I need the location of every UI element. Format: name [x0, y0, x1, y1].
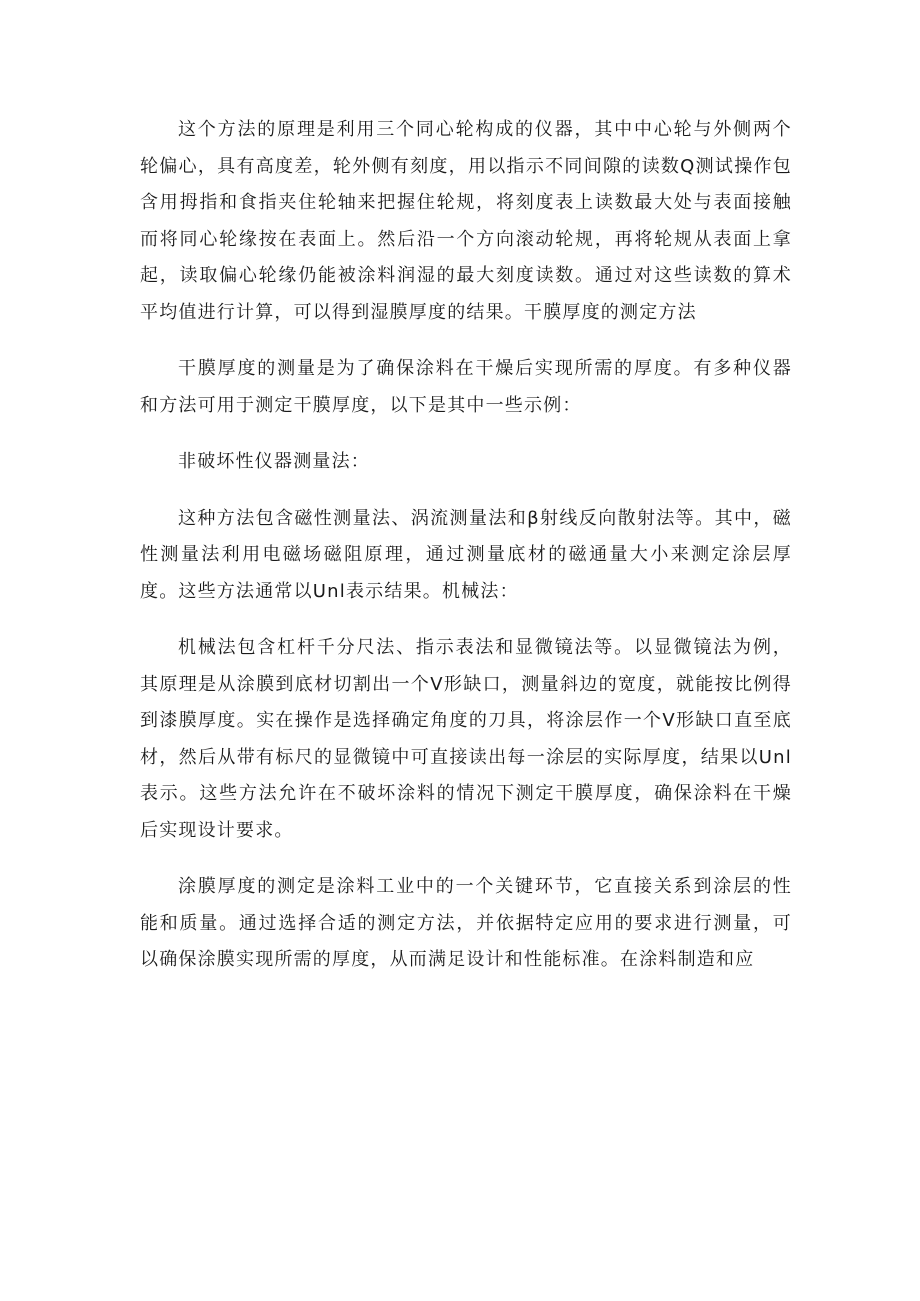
document-page: [140, 112, 792, 999]
paragraph-nondestructive-methods: 这种方法包含磁性测量法、涡流测量法和β射线反向散射法等。其中，磁性测量法利用电磁场磁阻原理，通过测量底材的磁通量大小来测定涂层厚度。这些方法通常以Unl表示结果。机械法：: [140, 507, 792, 602]
paragraph-conclusion: 涂膜厚度的测定是涂料工业中的一个关键环节，它直接关系到涂层的性能和质量。通过选择合适的测定方法，并依据特定应用的要求进行测量，可以确保涂膜实现所需的厚度，从而满足设计和性能标准。在涂料制造和应: [140, 876, 792, 970]
paragraph-mechanical-methods: 机械法包含杠杆千分尺法、指示表法和显微镜法等。以显微镜法为例，其原理是从涂膜到底材切割出一个V形缺口，测量斜边的宽度，就能按比例得到漆膜厚度。实在操作是选择确定角度的刀具，将涂层作一个V形缺口直至底材，然后从带有标尺的显微镜中可直接读出每一涂层的实际厚度，结果以Unl表示。这些方法允许在不破坏涂料的情况下测定干膜厚度，确保涂料在干燥后实现设计要求。: [140, 637, 792, 841]
paragraph-dry-film-intro: 干膜厚度的测量是为了确保涂料在干燥后实现所需的厚度。有多种仪器和方法可用于测定干膜厚度，以下是其中一些示例：: [140, 358, 792, 416]
paragraph-nondestructive-heading: 非破坏性仪器测量法：: [178, 451, 370, 472]
paragraph-wheel-gauge-method: 这个方法的原理是利用三个同心轮构成的仪器，其中中心轮与外侧两个轮偏心，具有高度差，轮外侧有刻度，用以指示不同间隙的读数Q测试操作包含用拇指和食指夹住轮轴来把握住轮规，将刻度表上读数最大处与表面接触而将同心轮缘按在表面上。然后沿一个方向滚动轮规，再将轮规从表面上拿起，读取偏心轮缘仍能被涂料润湿的最大刻度读数。通过对这些读数的算术平均值进行计算，可以得到湿膜厚度的结果。干膜厚度的测定方法: [140, 119, 792, 323]
